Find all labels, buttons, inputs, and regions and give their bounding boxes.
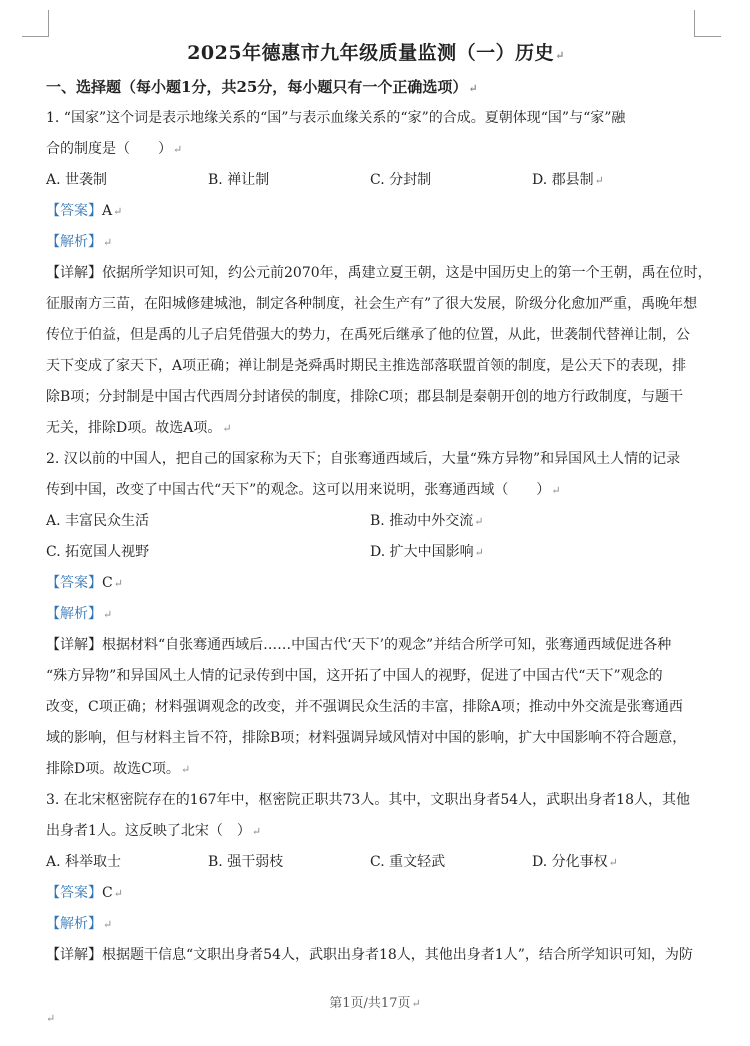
q1-detail-line-6: 无关，排除D项。故选A项。↵ — [46, 420, 232, 436]
q2-option-c: C. 拓宽国人视野 — [46, 544, 150, 560]
q1-stem-line-2: 合的制度是（ ）↵ — [46, 141, 183, 157]
q3-option-d: D. 分化事权↵ — [532, 854, 618, 870]
q1-option-c: C. 分封制 — [370, 172, 432, 188]
q3-option-b: B. 强干弱枝 — [208, 854, 284, 870]
q1-detail-line-1: 【详解】依据所学知识可知，约公元前2070年，禹建立夏王朝，这是中国历史上的第一个王朝，禹在位时， — [46, 265, 712, 281]
q2-detail-line-1: 【详解】根据材料“自张骞通西域后……中国古代‘天下’的观念”并结合所学可知，张骞通西域促进各种 — [46, 637, 672, 653]
q2-option-d: D. 扩大中国影响↵ — [370, 544, 484, 560]
q2-stem-line-2: 传到中国，改变了中国古代“天下”的观念。这可以用来说明，张骞通西域（ ）↵ — [46, 482, 561, 498]
q3-stem-line-2: 出身者1人。这反映了北宋（ ）↵ — [46, 823, 262, 839]
q3-answer: 【答案】C↵ — [46, 885, 123, 901]
q2-options-row-1 — [46, 506, 706, 537]
q2-detail-line-2: “殊方异物”和异国风土人情的记录传到中国，这开拓了中国人的视野，促进了中国古代“天下”观念的 — [46, 668, 663, 684]
end-paragraph-mark: ↵ — [46, 1012, 56, 1025]
q3-detail-line-1: 【详解】根据题干信息“文职出身者54人，武职出身者18人，其他出身者1人”，结合所学知识可知，为防 — [46, 947, 693, 963]
q1-answer: 【答案】A↵ — [46, 203, 123, 219]
q1-analysis: 【解析】↵ — [46, 234, 113, 250]
q2-options-row-2 — [46, 537, 706, 568]
section-heading: 一、选择题（每小题1分，共25分，每小题只有一个正确选项）↵ — [46, 78, 478, 96]
q2-analysis: 【解析】↵ — [46, 606, 113, 622]
q2-answer: 【答案】C↵ — [46, 575, 123, 591]
q1-option-b: B. 禅让制 — [208, 172, 270, 188]
q2-option-b: B. 推动中外交流↵ — [370, 513, 484, 529]
q2-detail-line-4: 域的影响，但与材料主旨不符，排除B项；材料强调异域风情对中国的影响，扩大中国影响不符合题意， — [46, 730, 687, 746]
q3-options — [46, 847, 706, 878]
q3-option-a: A. 科举取士 — [46, 854, 122, 870]
q3-analysis: 【解析】↵ — [46, 916, 113, 932]
crop-mark-top-right — [694, 10, 721, 37]
q1-option-d: D. 郡县制↵ — [532, 172, 604, 188]
page-footer: 第1页/共17页↵ — [329, 996, 421, 1011]
q1-detail-line-3: 传位于伯益，但是禹的儿子启凭借强大的势力，在禹死后继承了他的位置，从此，世袭制代替禅让制，公 — [46, 327, 690, 343]
q2-option-a: A. 丰富民众生活 — [46, 513, 150, 529]
q1-options — [46, 165, 706, 196]
q1-option-a: A. 世袭制 — [46, 172, 108, 188]
q2-stem-line-1: 2. 汉以前的中国人，把自己的国家称为天下；自张骞通西域后，大量“殊方异物”和异国风土人情的记录 — [46, 451, 681, 467]
q1-stem-line-1: 1. “国家”这个词是表示地缘关系的“国”与表示血缘关系的“家”的合成。夏朝体现“国”与“家”融 — [46, 110, 626, 126]
q3-stem-line-1: 3. 在北宋枢密院存在的167年中，枢密院正职共73人。其中，文职出身者54人，武职出身者18人，其他 — [46, 792, 690, 808]
q1-detail-line-5: 除B项；分封制是中国古代西周分封诸侯的制度，排除C项；郡县制是秦朝开创的地方行政制度，与题干 — [46, 389, 683, 405]
crop-mark-top-left — [22, 10, 49, 37]
q2-detail-line-3: 改变，C项正确；材料强调观念的改变，并不强调民众生活的丰富，排除A项；推动中外交流是张骞通西 — [46, 699, 683, 715]
document-page — [46, 38, 712, 971]
q3-option-c: C. 重文轻武 — [370, 854, 446, 870]
q2-detail-line-5: 排除D项。故选C项。↵ — [46, 761, 191, 777]
q1-detail-line-4: 天下变成了家天下，A项正确；禅让制是尧舜禹时期民主推选部落联盟首领的制度，是公天下的表现，排 — [46, 358, 687, 374]
q1-detail-line-2: 征服南方三苗，在阳城修建城池，制定各种制度，社会生产有”了很大发展，阶级分化愈加严重，禹晚年想 — [46, 296, 698, 312]
document-title: 2025年德惠市九年级质量监测（一）历史↵ — [187, 42, 565, 64]
